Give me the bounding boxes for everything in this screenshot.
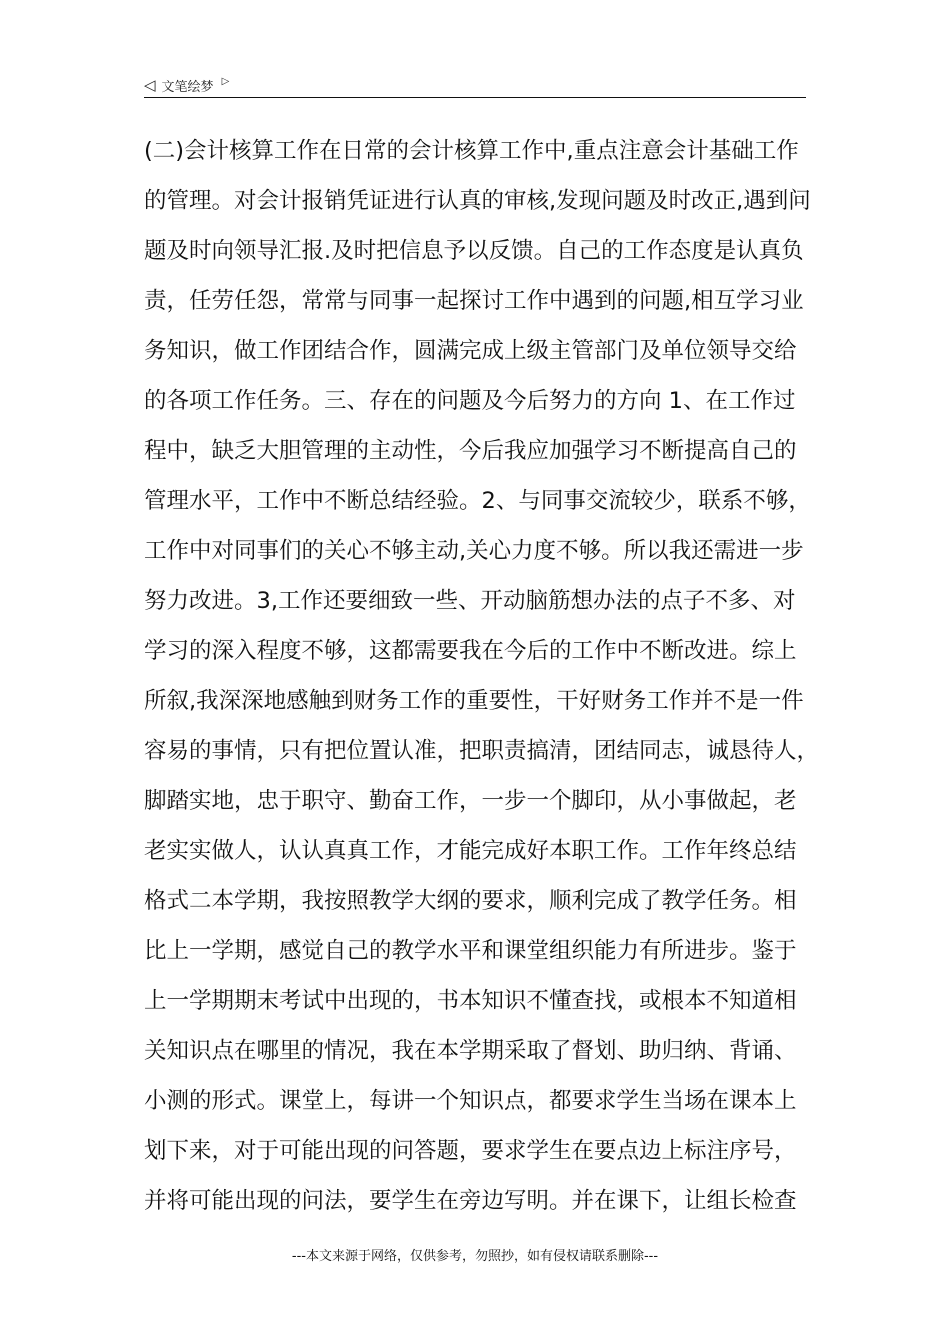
- text-line: 比上一学期，感觉自己的教学水平和课堂组织能力有所进步。鉴于: [144, 938, 797, 964]
- left-triangle-icon: ◁: [144, 75, 156, 94]
- text-line: 小测的形式。课堂上，每讲一个知识点，都要求学生当场在课本上: [144, 1088, 797, 1114]
- text-line: 务知识，做工作团结合作，圆满完成上级主管部门及单位领导交给: [144, 338, 797, 364]
- header-title: 文笔绘梦: [161, 79, 214, 95]
- text-line: 题及时向领导汇报.及时把信息予以反馈。自己的工作态度是认真负: [144, 238, 804, 264]
- text-line: 工作中对同事们的关心不够主动,关心力度不够。所以我还需进一步: [144, 538, 804, 564]
- document-body: [144, 126, 820, 1226]
- text-line: 的管理。对会计报销凭证进行认真的审核,发现问题及时改正,遇到问: [144, 188, 811, 214]
- right-triangle-icon: ▷: [221, 76, 230, 87]
- text-line: 所叙,我深深地感触到财务工作的重要性，干好财务工作并不是一件: [144, 688, 804, 714]
- text-line: 划下来，对于可能出现的问答题，要求学生在要点边上标注序号，: [144, 1138, 797, 1164]
- page-header: [144, 74, 806, 96]
- text-line: 脚踏实地，忠于职守、勤奋工作，一步一个脚印，从小事做起，老: [144, 788, 797, 814]
- text-line: 格式二本学期，我按照教学大纲的要求，顺利完成了教学任务。相: [144, 888, 797, 914]
- text-line: 管理水平，工作中不断总结经验。2、与同事交流较少，联系不够，: [144, 488, 811, 514]
- text-line: 程中，缺乏大胆管理的主动性，今后我应加强学习不断提高自己的: [144, 438, 797, 464]
- text-line: 努力改进。3,工作还要细致一些、开动脑筋想办法的点子不多、对: [144, 588, 796, 614]
- text-line: 学习的深入程度不够，这都需要我在今后的工作中不断改进。综上: [144, 638, 797, 664]
- text-line: 容易的事情，只有把位置认准，把职责搞清，团结同志，诚恳待人，: [144, 738, 820, 764]
- page-footer: ---本文来源于网络，仅供参考，勿照抄，如有侵权请联系删除---: [291, 1249, 659, 1264]
- text-line: 责，任劳任怨，常常与同事一起探讨工作中遇到的问题,相互学习业: [144, 288, 804, 314]
- text-line: 的各项工作任务。三、存在的问题及今后努力的方向 1、在工作过: [144, 388, 796, 414]
- text-line: 老实实做人，认认真真工作，才能完成好本职工作。工作年终总结: [144, 838, 797, 864]
- text-line: (二)会计核算工作在日常的会计核算工作中,重点注意会计基础工作: [144, 138, 799, 164]
- text-line: 关知识点在哪里的情况，我在本学期采取了督划、助归纳、背诵、: [144, 1038, 797, 1064]
- header-divider: [144, 97, 806, 98]
- text-line: 上一学期期末考试中出现的，书本知识不懂查找，或根本不知道相: [144, 988, 797, 1014]
- text-line: 并将可能出现的问法，要学生在旁边写明。并在课下，让组长检查: [144, 1188, 797, 1214]
